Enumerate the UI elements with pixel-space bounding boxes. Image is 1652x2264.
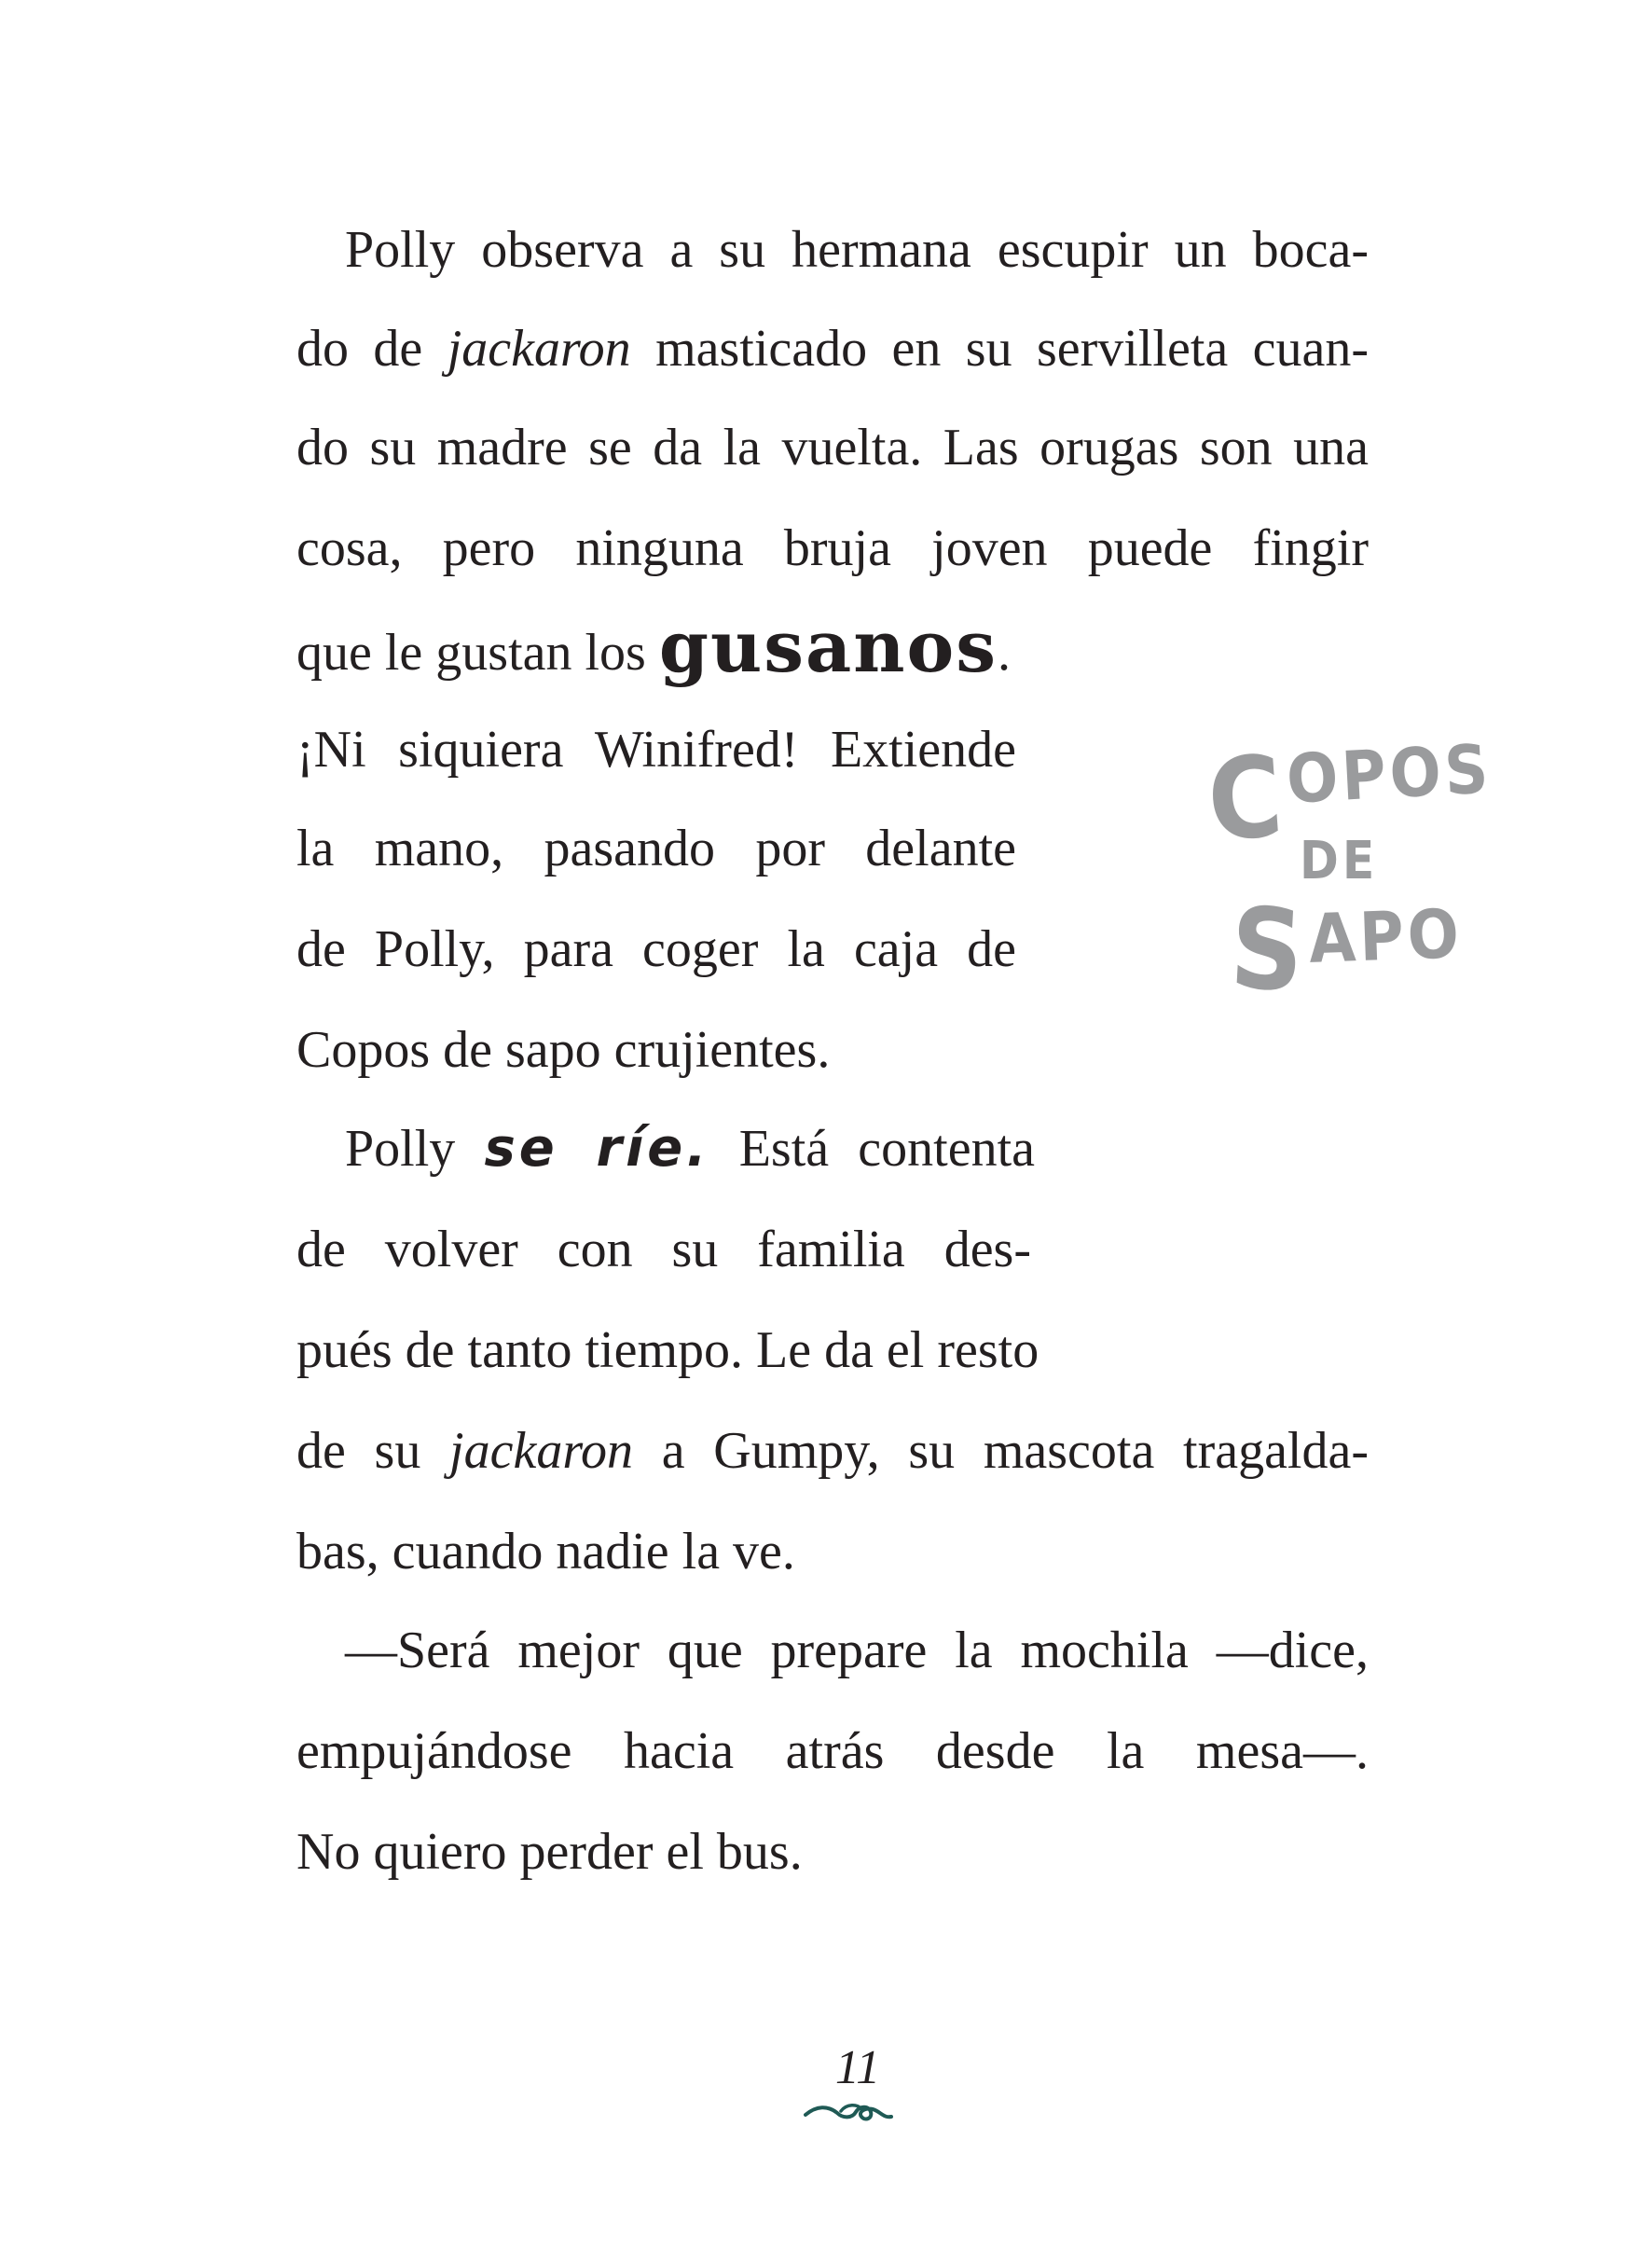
stamp-word-apo: APO: [1307, 894, 1465, 978]
swirl-ornament-icon: [804, 2096, 893, 2124]
emphasized-word-gusanos: gusanos: [658, 605, 998, 688]
paragraph-line: que le gustan los gusanos.: [296, 605, 1011, 688]
paragraph-line: No quiero perder el bus.: [296, 1823, 803, 1881]
paragraph-line: do de jackaron masticado en su servilleta cuan-: [296, 320, 1369, 378]
page-number: 11: [834, 2041, 881, 2094]
italic-word: jackaron: [447, 320, 631, 378]
paragraph-line: de Polly, para coger la caja de: [296, 920, 1016, 978]
stamp-word-de: DE: [1300, 831, 1379, 891]
paragraph-line: Polly observa a su hermana escupir un boca-: [345, 221, 1369, 279]
paragraph-line: cosa, pero ninguna bruja joven puede fingir: [296, 519, 1369, 577]
paragraph-line: —Será mejor que prepare la mochila —dice,: [345, 1622, 1369, 1679]
emphasized-phrase-se-rie: se ríe.: [484, 1118, 710, 1179]
paragraph-line: bas, cuando nadie la ve.: [296, 1523, 795, 1581]
copos-de-sapo-stamp: [1204, 729, 1494, 1017]
paragraph-line: Copos de sapo crujientes.: [296, 1021, 831, 1079]
paragraph-line: de su jackaron a Gumpy, su mascota tragalda-: [296, 1422, 1369, 1480]
stamp-letter-s: S: [1227, 884, 1307, 1017]
paragraph-line: ¡Ni siquiera Winifred! Extiende: [296, 721, 1016, 779]
paragraph-line: Polly se ríe. Está contenta: [345, 1118, 1035, 1179]
paragraph-line: pués de tanto tiempo. Le da el resto: [296, 1321, 1039, 1379]
paragraph-line: la mano, pasando por delante: [296, 820, 1016, 877]
stamp-letter-c: C: [1204, 732, 1287, 867]
paragraph-line: do su madre se da la vuelta. Las orugas son una: [296, 419, 1369, 476]
italic-word: jackaron: [449, 1422, 634, 1480]
stamp-word-opos: OPOS: [1284, 729, 1494, 819]
paragraph-line: de volver con su familia des-: [296, 1221, 1031, 1278]
paragraph-line: empujándose hacia atrás desde la mesa—.: [296, 1722, 1369, 1780]
